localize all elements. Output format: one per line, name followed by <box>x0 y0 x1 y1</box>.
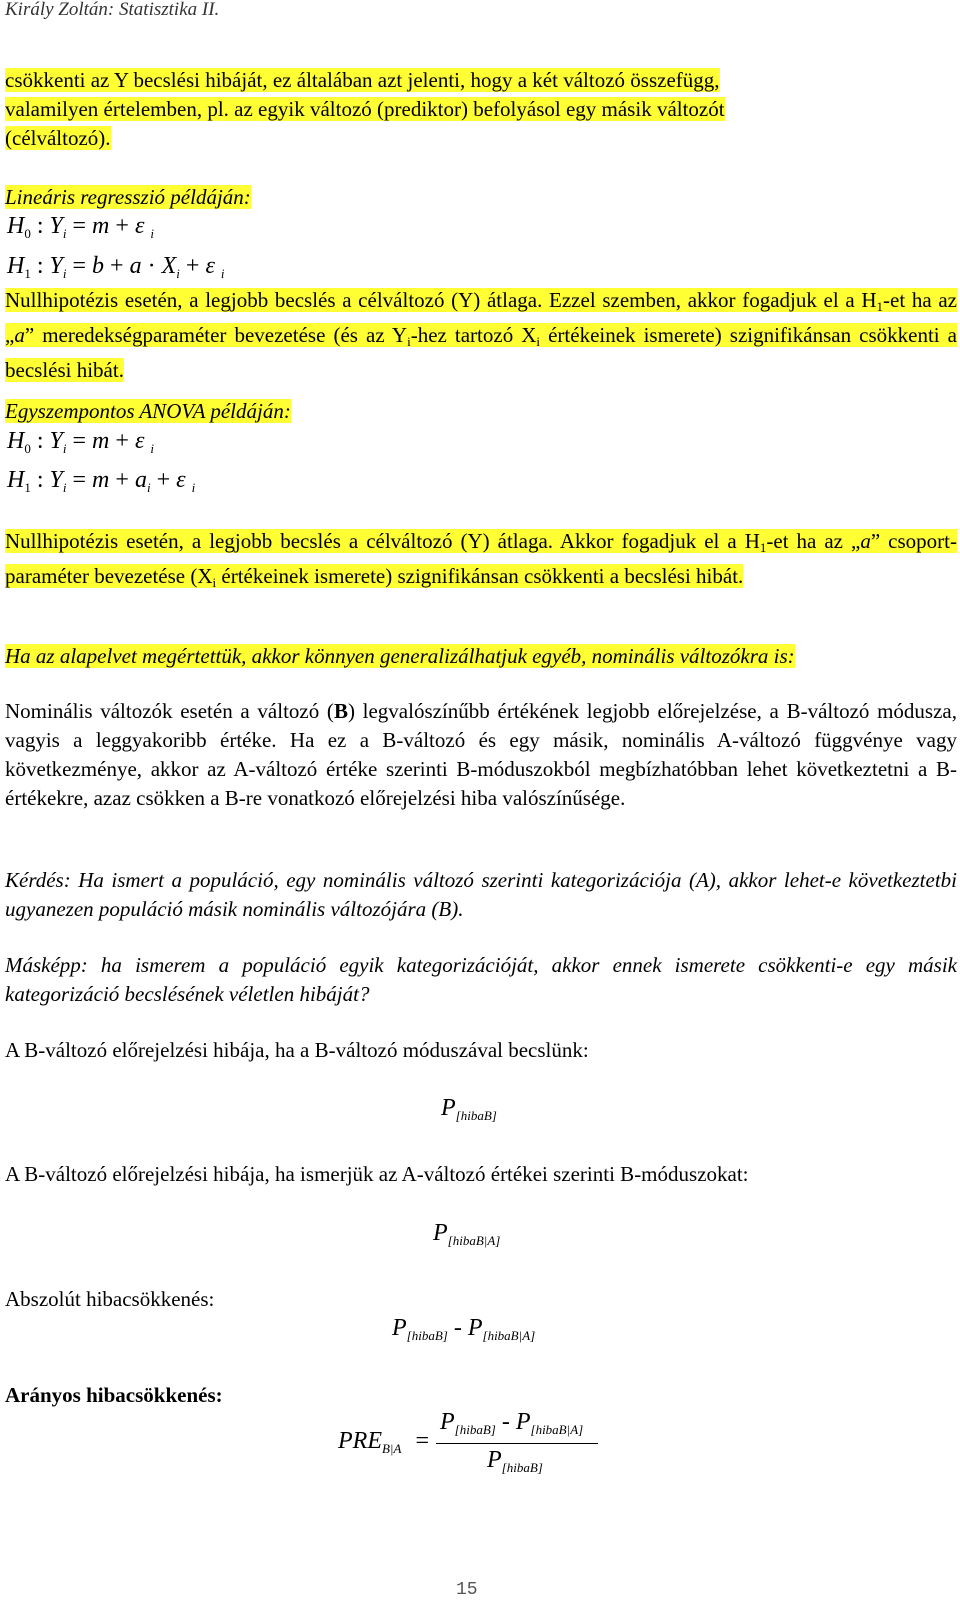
generalize-statement: Ha az alapelvet megértettük, akkor könnyen generalizálhatjuk egyéb, nominális változókra is: <box>5 644 795 668</box>
page-number: 15 <box>456 1580 478 1600</box>
anova-heading: Egyszempontos ANOVA példáján: <box>5 399 291 423</box>
nominal-paragraph: Nominális változók esetén a változó (B) legvalószínűbb értékének legjobb előrejelzése, a B-változó módusza, vagyis a leggyakoribb értéke. Ha ez a B-változó és egy másik, nominális A-változó függvénye vagy következménye, akkor az A-változó értéke szerinti B-móduszokból megbízhatóbban lehet következtetni a B-értékekre, azaz csökken a B-re vonatkozó előrejelzési hiba valószínűsége. <box>5 699 957 810</box>
anova-h0-equation: $H_0$ : $Y_i = m + \varepsilon$ $_i$ <box>7 428 155 456</box>
anova-paragraph: Nullhipotézis esetén, a legjobb becslés a célváltozó (Y) átlaga. Akkor fogadjuk el a $H_1-et$ ha az „a” csoport-paraméter bevezetése ($X_i$ értékeinek ismerete) szignifikánsan csökkenti a becslési hibát. <box>5 529 957 590</box>
absolute-reduction-label: Abszolút hibacsökkenés: <box>5 1287 215 1311</box>
anova-h1-equation: $H_1$ : $Y_i = m + a_i + \varepsilon$ $_i$ <box>7 467 196 495</box>
question-paragraph: Kérdés: Ha ismert a populáció, egy nominális változó szerinti kategorizációja (A), akkor lehet-e következtetbi ugyanezen populáció másik nominális változójára (B). <box>5 868 957 921</box>
formula-p-hibaba: $P_{[hibaB|A]}$ <box>433 1220 501 1248</box>
intro-line-2: valamilyen értelemben, pl. az egyik változó (prediktor) befolyásol egy másik változót <box>5 97 725 121</box>
formula-p-hibab: $P_{[hibaB]}$ <box>441 1095 497 1123</box>
error-ba-text: A B-változó előrejelzési hibája, ha ismerjük az A-változó értékei szerinti B-móduszokat: <box>5 1162 749 1186</box>
linreg-paragraph: Nullhipotézis esetén, a legjobb becslés a célváltozó (Y) átlaga. Ezzel szemben, akkor fogadjuk el a $H_1-et$ ha az „a” meredekségparaméter bevezetése (és az $Y_i$-hez tartozó $X_i$ értékeinek ismerete) szignifikánsan csökkenti a becslési hibát. <box>5 288 957 382</box>
formula-pre-numerator: $P_{[hibaB]} - P_{[hibaB|A]}$ <box>440 1409 584 1437</box>
linreg-heading: Lineáris regresszió példáján: <box>5 185 251 209</box>
intro-line-1: csökkenti az Y becslési hibáját, ez általában azt jelenti, hogy a két változó összefügg, <box>5 68 720 92</box>
alternative-paragraph: Másképp: ha ismerem a populáció egyik kategorizációját, akkor ennek ismerete csökkenti-e egy másik kategorizáció becslésének véletlen hibáját? <box>5 953 957 1006</box>
linreg-h1-equation: $H_1$ : $Y_i = b + a \cdot X_i + \varepsilon$ $_i$ <box>7 253 225 281</box>
relative-reduction-label: Arányos hibacsökkenés: <box>5 1383 223 1407</box>
linreg-h0-equation: $H_0$ : $Y_i = m + \varepsilon$ $_i$ <box>7 213 155 241</box>
error-b-text: A B-változó előrejelzési hibája, ha a B-változó móduszával becslünk: <box>5 1038 589 1062</box>
intro-paragraph <box>5 66 957 153</box>
formula-fraction-bar <box>436 1443 598 1444</box>
running-header: Király Zoltán: Statisztika II. <box>5 0 220 20</box>
intro-line-3: (célváltozó). <box>5 126 111 150</box>
formula-pre-lhs: $PRE_{B|A}$ = <box>338 1428 429 1456</box>
formula-pre-denominator: $P_{[hibaB]}$ <box>487 1447 543 1475</box>
formula-absolute-reduction: $P_{[hibaB]} - P_{[hibaB|A]}$ <box>392 1315 536 1343</box>
